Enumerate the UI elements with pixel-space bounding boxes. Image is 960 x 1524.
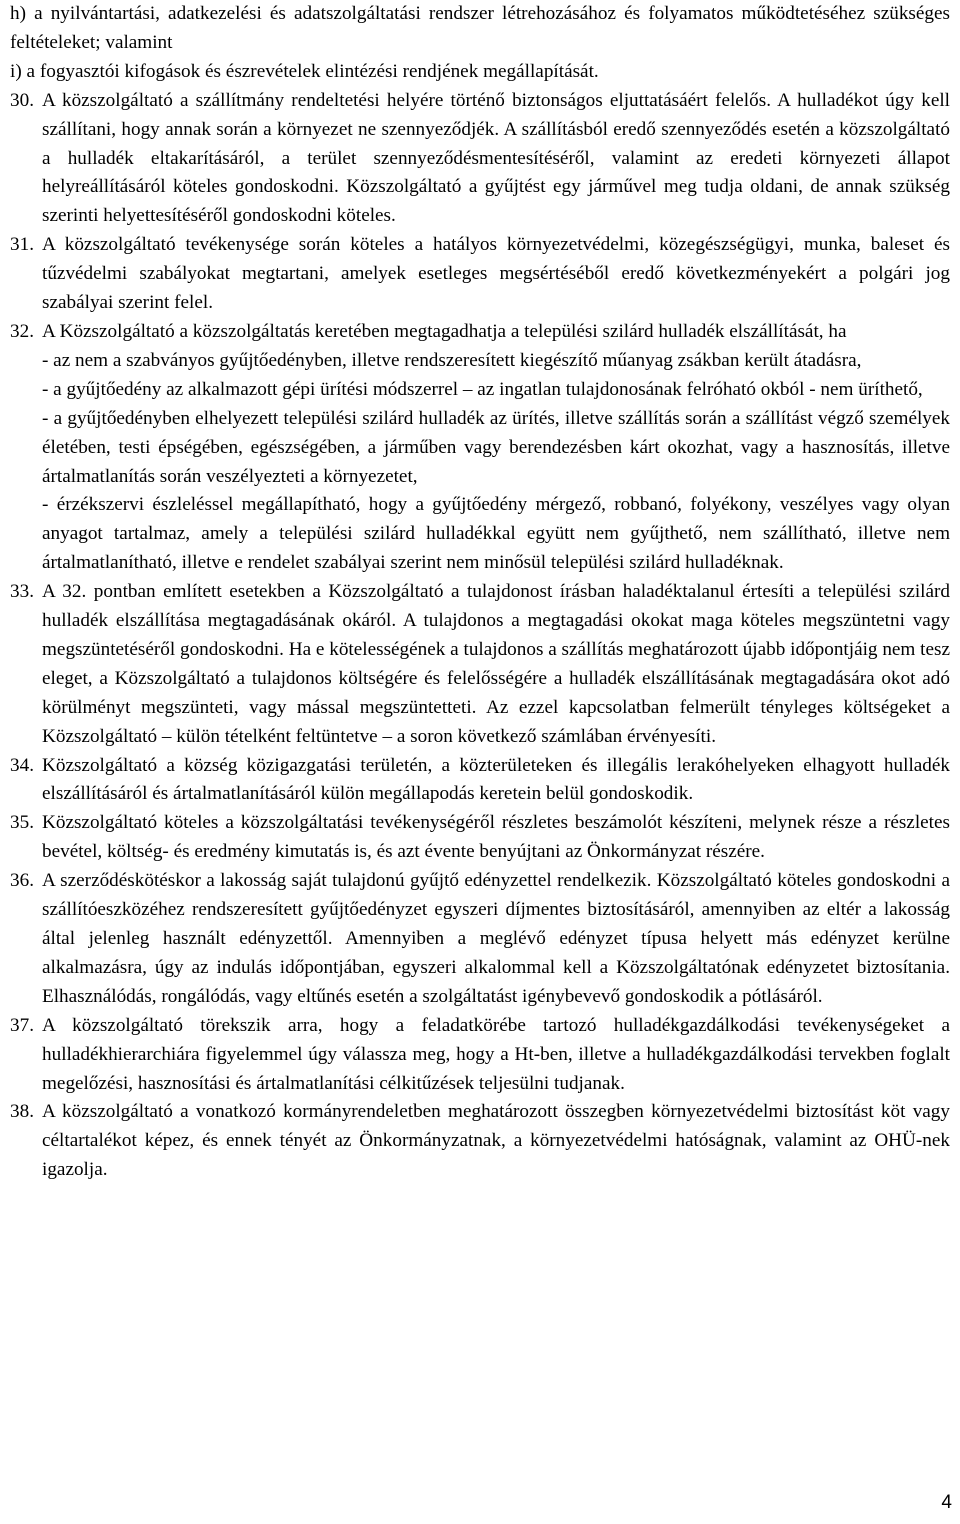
item-paragraph: A közszolgáltató a szállítmány rendeltetési helyére történő biztonságos eljuttatásáért felelős. A hulladékot úgy kell szállítani, hogy annak során a környezet ne szennyeződjék. A szállításból eredő szennyeződés esetén a közszolgáltató a hulladék eltakarításáról, a terület szennyeződésmentesítéséről, valamint az eredeti környezeti állapot helyreállításáról köteles gondoskodni. Közszolgáltató a gyűjtést egy járművel meg tudja oldani, de annak szükség szerinti helyettesítéséről gondoskodni köteles. (42, 89, 950, 227)
numbered-list (10, 87, 950, 1185)
item-body (42, 809, 950, 867)
item-number: 38. (10, 1101, 34, 1123)
item-paragraph: A közszolgáltató a vonatkozó kormányrendeletben meghatározott összegben környezetvédelmi biztosítást köt vagy céltartalékot képez, és ennek tényét az Önkormányzatnak, a környezetvédelmi hatóságnak, valamint az OHÜ-nek igazolja. (42, 1101, 950, 1181)
item-number: 31. (10, 234, 34, 256)
item-paragraph: Közszolgáltató a község közigazgatási területén, a közterületeken és illegális lerakóhelyeken elhagyott hulladék elszállításáról és ártalmatlanításáról külön megállapodás keretein belül gondoskodik. (42, 754, 950, 805)
item-body (42, 87, 950, 232)
item-paragraph: Közszolgáltató köteles a közszolgáltatási tevékenységéről részletes beszámolót készíteni, melynek része a részletes bevétel, költség- és eredmény kimutatás is, és azt évente benyújtani az Önkormányzat részére. (42, 812, 950, 863)
item-number: 37. (10, 1014, 34, 1036)
item-number: 36. (10, 870, 34, 892)
item-number: 32. (10, 320, 34, 342)
item-paragraph: - az nem a szabványos gyűjtőedényben, illetve rendszeresített kiegészítő műanyag zsákban került átadásra, (42, 349, 862, 371)
item-body (42, 231, 950, 318)
list-item (10, 318, 950, 578)
item-paragraph: A szerződéskötéskor a lakosság saját tulajdonú gyűjtő edényzettel rendelkezik. Közszolgáltató köteles gondoskodni a szállítóeszközéhez rendszeresített gyűjtőedényzet egyszeri díjmentes biztosításáról, amennyiben az eltér a lakosság által jelenleg használt edényzettől. Amennyiben a meglévő edényzet típusa helyett más edényzet kerülne alkalmazásra, úgy az indulás időpontjában, egyszeri alkalommal kell a Közszolgáltatónak edényzetet biztosítania. Elhasználódás, rongálódás, vagy eltűnés esetén a szolgáltatást igénybevevő gondoskodik a pótlásáról. (42, 870, 950, 1007)
item-paragraph: - a gyűjtőedény az alkalmazott gépi ürítési módszerrel – az ingatlan tulajdonosának felróható okból - nem üríthető, (42, 378, 923, 400)
item-paragraph: A Közszolgáltató a közszolgáltatás keretében megtagadhatja a települési szilárd hulladék elszállítását, ha (42, 320, 847, 342)
list-item (10, 809, 950, 867)
item-number: 35. (10, 812, 34, 834)
item-body (42, 318, 950, 578)
item-paragraph: A közszolgáltató törekszik arra, hogy a feladatkörébe tartozó hulladékgazdálkodási tevékenységeket a hulladékhierarchiára figyelemmel úgy válassza meg, hogy a Ht-ben, illetve a hulladékgazdálkodási tervekben foglalt megelőzési, hasznosítási és ártalmatlanítási célkitűzések teljesülni tudjanak. (42, 1014, 950, 1094)
list-item (10, 867, 950, 1012)
item-paragraph: - érzékszervi észleléssel megállapítható, hogy a gyűjtőedény mérgező, robbanó, folyékony, veszélyes vagy olyan anyagot tartalmaz, amely a települési szilárd hulladékkal együtt nem gyűjthető, nem szállítható, illetve nem ártalmatlanítható, illetve e rendelet szabályai szerint nem minősül települési szilárd hulladéknak. (42, 494, 950, 574)
list-item (10, 578, 950, 751)
item-body (42, 1098, 950, 1185)
list-item (10, 1098, 950, 1185)
item-number: 30. (10, 89, 34, 111)
list-item (10, 87, 950, 232)
intro-item-h: h) a nyilvántartási, adatkezelési és adatszolgáltatási rendszer létrehozásához és folyamatos működtetéséhez szükséges feltételeket; valamint (10, 3, 950, 53)
page-number: 4 (941, 1492, 952, 1513)
item-body (42, 1012, 950, 1099)
list-item (10, 231, 950, 318)
item-paragraph: A közszolgáltató tevékenysége során köteles a hatályos környezetvédelmi, közegészségügyi, munka, baleset és tűzvédelmi szabályokat megtartani, amelyek esetleges megsértéséből eredő következményekért a polgári jog szabályai szerint felel. (42, 234, 950, 314)
intro-item-i: i) a fogyasztói kifogások és észrevételek elintézési rendjének megállapítását. (10, 60, 599, 82)
list-item (10, 752, 950, 810)
item-body (42, 867, 950, 1012)
item-body (42, 752, 950, 810)
item-number: 33. (10, 581, 34, 603)
list-item (10, 1012, 950, 1099)
item-paragraph: - a gyűjtőedényben elhelyezett települési szilárd hulladék az ürítés, illetve szállítás során a szállítást végző személyek életében, testi épségében, egészségében, a járműben vagy berendezésben kárt okozhat, vagy a hasznosítás, illetve ártalmatlanítás során veszélyezteti a környezetet, (42, 407, 950, 487)
item-paragraph: A 32. pontban említett esetekben a Közszolgáltató a tulajdonost írásban haladéktalanul értesíti a települési szilárd hulladék elszállítása megtagadásának okáról. A tulajdonos a megtagadási okokat maga köteles megszüntetni vagy megszüntetéséről gondoskodni. Ha e kötelességének a tulajdonos a szállítás meghatározott újabb időpontjáig nem tesz eleget, a Közszolgáltató a tulajdonos költségére és felelősségére a hulladék elszállításának megtagadására okot adó körülményt megszünteti, vagy mással megszüntetteti. Az ezzel kapcsolatban felmerült tényleges költségeket a Közszolgáltató – külön tételként feltüntetve – a soron következő számlában érvényesíti. (42, 581, 950, 747)
item-number: 34. (10, 754, 34, 776)
item-body (42, 578, 950, 751)
